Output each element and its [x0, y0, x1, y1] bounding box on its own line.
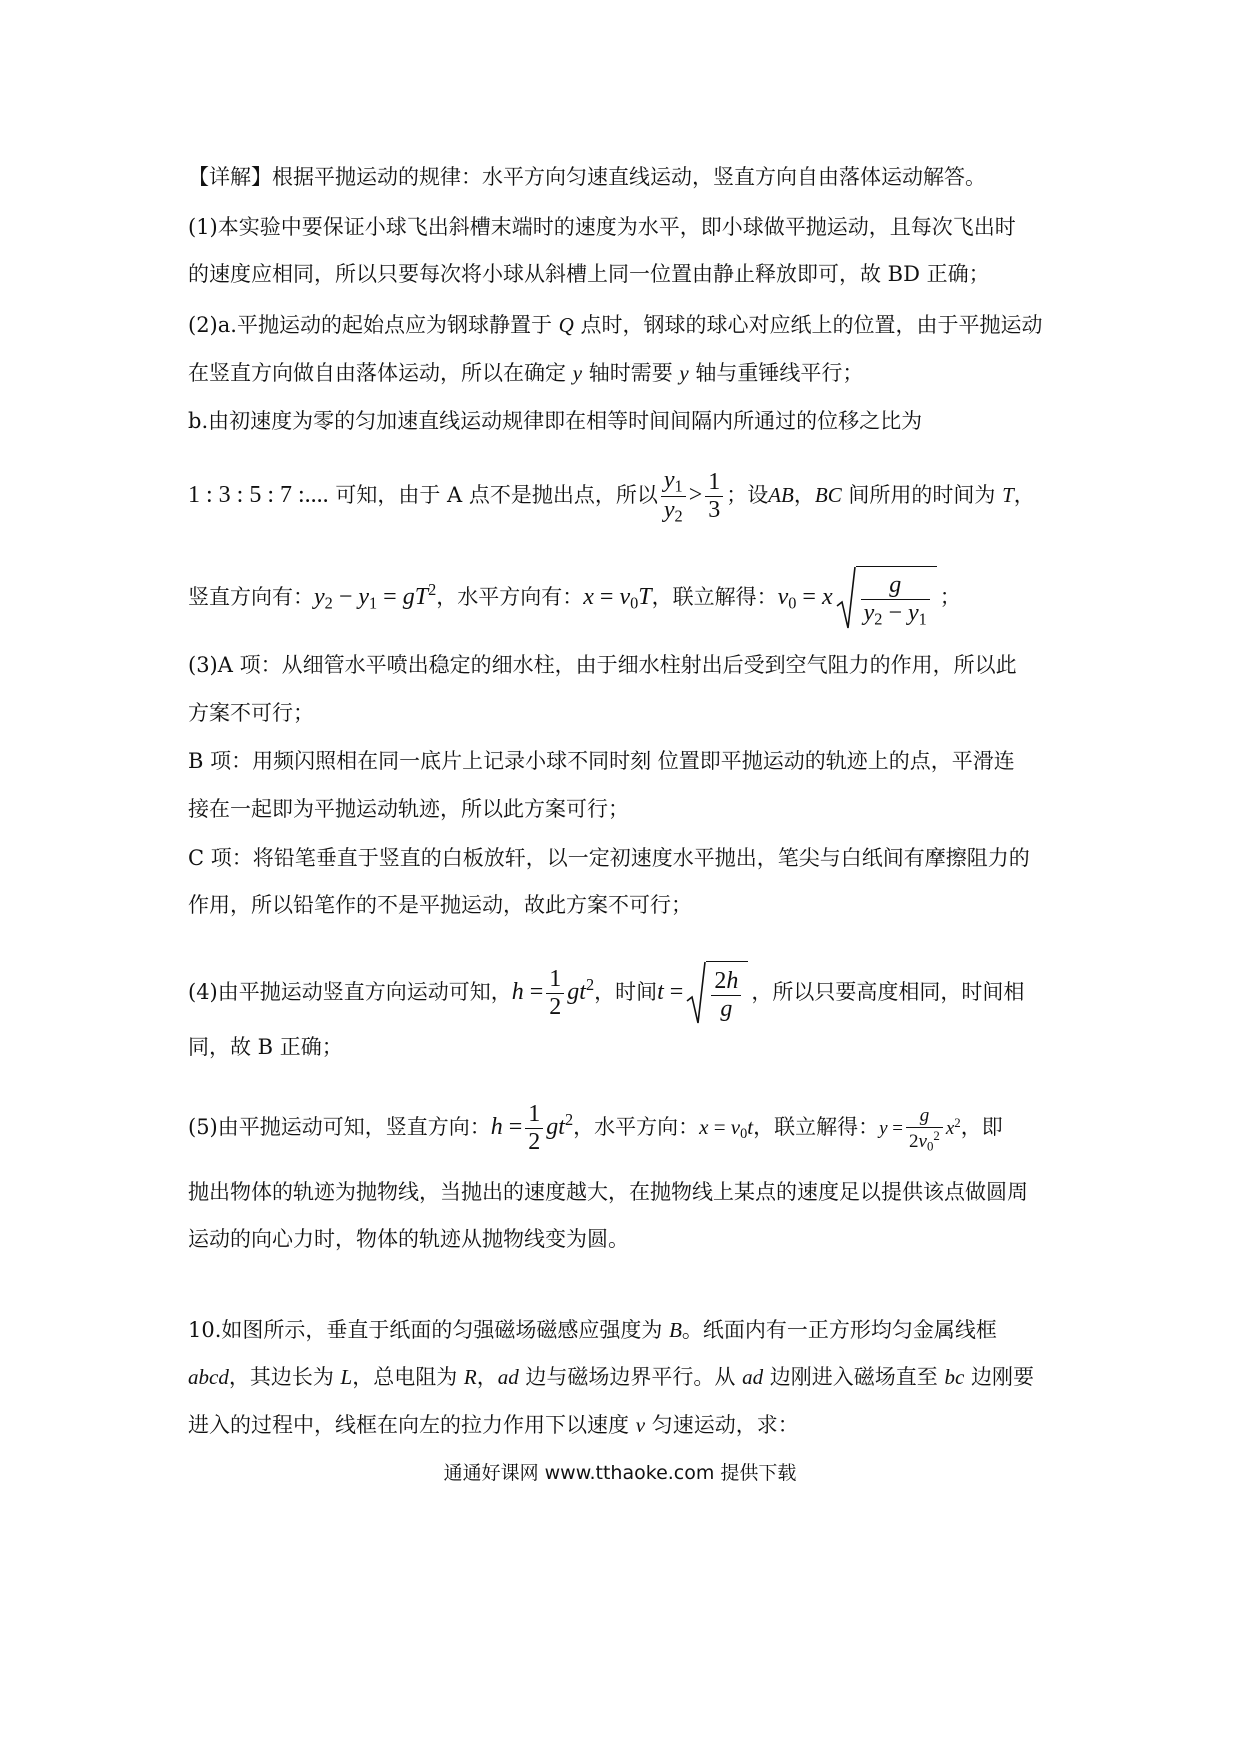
part2b-line3: 竖直方向有：$y_2 - y_1 = gT^2$，水平方向有：$x = v_0T$，联立解得：$v_0 = x$ $\frac{g}{y_2 - y_1}$ ； [188, 560, 961, 634]
part1-line2: 的速度应相同，所以只要每次将小球从斜槽上同一位置由静止释放即可，故 BD 正确； [188, 262, 990, 286]
vertical-eq: $y_2 - y_1 = gT^2$ [314, 580, 437, 613]
part1-line1: (1)本实验中要保证小球飞出斜槽末端时的速度为水平，即小球做平抛运动，且每次飞出时 [188, 215, 1016, 239]
part3-line1: (3)A 项：从细管水平喷出稳定的细水柱，由于细水柱射出后受到空气阻力的作用，所以此 [188, 653, 1017, 677]
detail-heading-line: 【详解】根据平抛运动的规律：水平方向匀速直线运动，竖直方向自由落体运动解答。 [188, 165, 986, 189]
question10-line1: 10.如图所示，垂直于纸面的匀强磁场磁感应强度为 B。纸面内有一正方形均匀金属线框 [188, 1318, 997, 1342]
v0-solution: $v_0 = x$ $\frac{g}{y_2 - y_1}$ [778, 584, 940, 610]
part5-line1: (5)由平抛运动可知，竖直方向：h = $\frac{1}{2}$ $gt^2$，水平方向：$x = v_0t$，联立解得：y = $\frac{g}{2v_0^2}$ $x^2$，即 [188, 1100, 1003, 1155]
horizontal-eq: $x = v_0T$ [583, 583, 652, 613]
ratio-formula: $\frac{y_1}{y_2}$ > $\frac{1}{3}$ [658, 483, 726, 507]
part3-c-line1: C 项：将铅笔垂直于竖直的白板放轩，以一定初速度水平抛出，笔尖与白纸间有摩擦阻力的 [188, 846, 1030, 870]
trajectory-eq: y = $\frac{g}{2v_0^2}$ $x^2$ [879, 1105, 961, 1154]
part2a-line2: 在竖直方向做自由落体运动，所以在确定 y 轴时需要 y 轴与重锤线平行； [188, 361, 864, 385]
part5-line2: 抛出物体的轨迹为抛物线，当抛出的速度越大，在抛物线上某点的速度足以提供该点做圆周 [188, 1180, 1028, 1204]
part2a-line1: (2)a.平抛运动的起始点应为钢球静置于 Q 点时，钢球的球心对应纸上的位置，由于平抛运动 [188, 313, 1043, 337]
part3-line2: 方案不可行； [188, 701, 314, 725]
part4-line2: 同，故 B 正确； [188, 1035, 343, 1059]
part5-line3: 运动的向心力时，物体的轨迹从抛物线变为圆。 [188, 1227, 629, 1251]
part3-b-line1: B 项：用频闪照相在同一底片上记录小球不同时刻 位置即平抛运动的轨迹上的点，平滑连 [188, 749, 1015, 773]
part2b-line2: 1 : 3 : 5 : 7 :.... 可知，由于 A 点不是抛出点，所以 $\frac{y_1}{y_2}$ > $\frac{1}{3}$ ；设AB，BC 间所用的时间为 T， [188, 467, 1035, 526]
part3-c-line2: 作用，所以铅笔作的不是平抛运动，故此方案不可行； [188, 893, 692, 917]
question10-line3: 进入的过程中，线框在向左的拉力作用下以速度 v 匀速运动，求： [188, 1413, 799, 1437]
footer-credit: 通通好课网 www.tthaoke.com 提供下载 [443, 1462, 797, 1484]
height-eq: h = $\frac{1}{2}$ $gt^2$ [511, 965, 595, 1020]
height-eq-2: h = $\frac{1}{2}$ $gt^2$ [490, 1100, 574, 1155]
part4-line1: (4)由平抛运动竖直方向运动可知，h = $\frac{1}{2}$ $gt^2$，时间t = $\frac{2h}{g}$ ，所以只要高度相同，时间相 [188, 950, 1024, 1027]
horizontal-eq-2: $x = v_0t$ [699, 1114, 754, 1142]
part2b-line1: b.由初速度为零的匀加速直线运动规律即在相等时间间隔内所通过的位移之比为 [188, 409, 923, 433]
time-eq: t = $\frac{2h}{g}$ [657, 979, 751, 1005]
part3-b-line2: 接在一起即为平抛运动轨迹，所以此方案可行； [188, 797, 629, 821]
question10-line2: abcd，其边长为 L，总电阻为 R，ad 边与磁场边界平行。从 ad 边刚进入磁场直至 bc 边刚要 [188, 1365, 1034, 1389]
